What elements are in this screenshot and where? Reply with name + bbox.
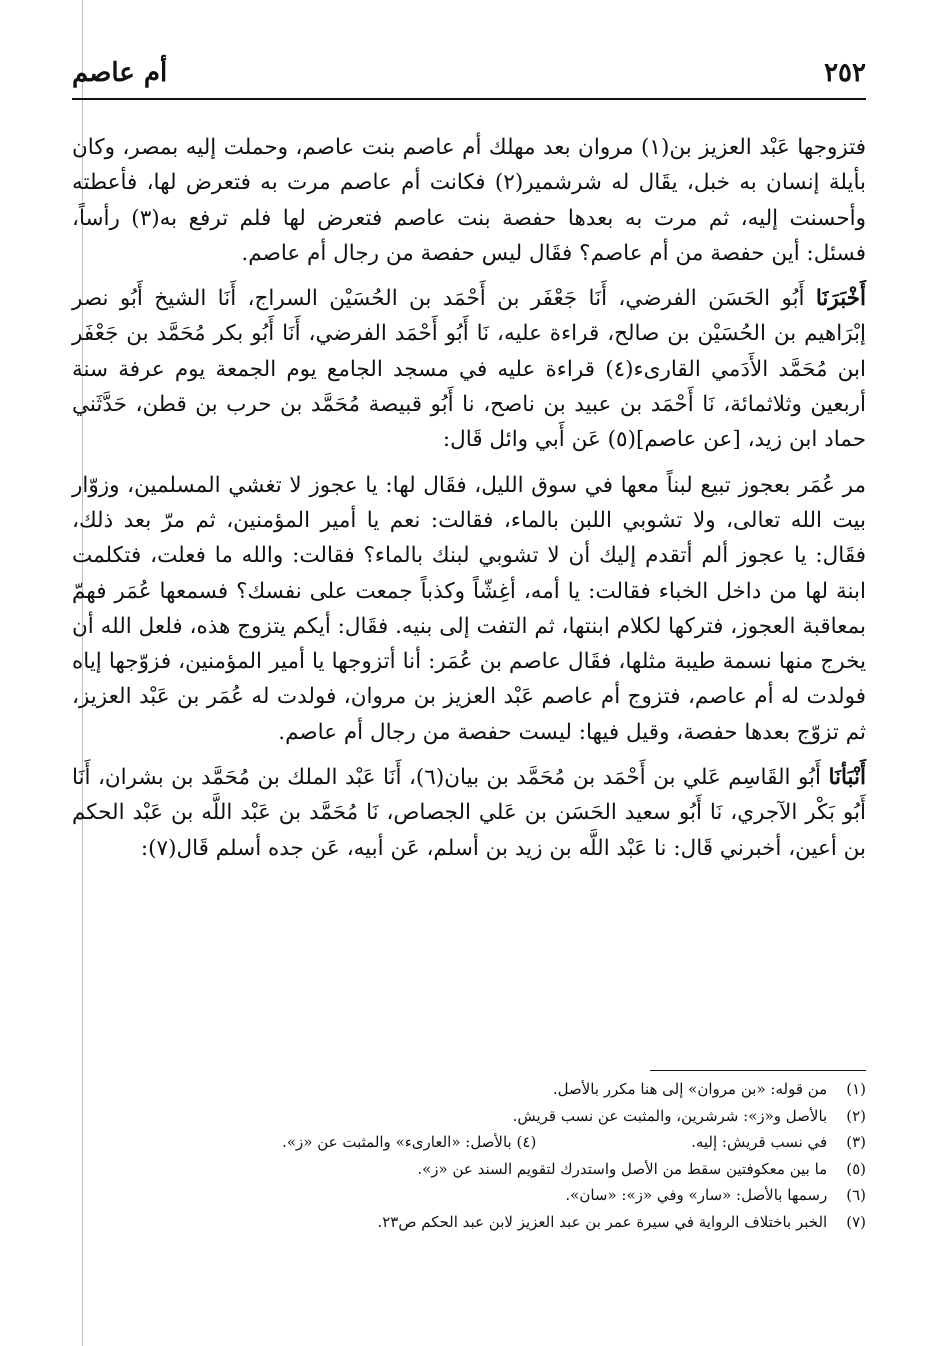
paragraph-4-lead: أَنْبَأنَا bbox=[828, 765, 866, 791]
footnote-4-text: بالأصل: «العارىء» والمثبت عن «ز». bbox=[282, 1133, 512, 1151]
running-title: أم عاصم bbox=[72, 58, 168, 88]
footnote-3-number: (٣) bbox=[846, 1133, 866, 1151]
footnote-3-text: في نسب قريش: إليه. bbox=[691, 1133, 828, 1151]
footnote-1 bbox=[72, 1076, 866, 1103]
footnote-2-number: (٢) bbox=[846, 1106, 866, 1125]
footnote-7-number: (٧) bbox=[846, 1212, 866, 1231]
footnote-4 bbox=[282, 1133, 536, 1151]
page-number: ٢٥٢ bbox=[824, 58, 866, 88]
footnote-6-text: رسمها بالأصل: «سار» وفي «ز»: «سان». bbox=[565, 1186, 828, 1204]
footnote-1-number: (١) bbox=[846, 1080, 866, 1098]
header-rule bbox=[72, 98, 866, 100]
footnote-6 bbox=[72, 1182, 866, 1209]
paragraph-2-lead: أَخْبَرَنَا bbox=[815, 286, 866, 312]
footnote-2 bbox=[72, 1103, 866, 1130]
paragraph-3 bbox=[72, 468, 866, 750]
footnotes-rule bbox=[650, 1070, 866, 1071]
footnote-2-text: بالأصل و«ز»: شرشرين، والمثبت عن نسب قريش. bbox=[512, 1106, 828, 1125]
footnote-7 bbox=[72, 1209, 866, 1236]
paragraph-2-text: أَبُو الحَسَن الفرضي، أَنَا جَعْفَر بن أَحْمَد بن الحُسَيْن السراج، أَنَا الشيخ أَبُو نصر إبْرَاهيم بن الحُسَيْن بن صالح، قراءة عليه، نَا أَبُو أَحْمَد الفرضي، أَنَا أَبُو بكر مُحَمَّد بن جَعْفَر ابن مُحَمَّد الأَدَمي القارىء(٤) قراءة عليه في مسجد الجامع يوم الجمعة يوم عرفة سنة أربعين وثلاثمائة، نَا أَحْمَد بن عبيد بن ناصح، نا أَبُو قبيصة مُحَمَّد بن حرب بن قطن، حَدَّثَني حماد ابن زيد، [عن عاصم](٥) عَن أَبي وائل قَال: bbox=[72, 286, 866, 453]
paragraph-1 bbox=[72, 130, 866, 271]
paragraph-1-text: فتزوجها عَبْد العزيز بن(١) مروان بعد مهلك أم عاصم بنت عاصم، وحملت إليه بمصر، وكان بأيلة إنسان به خبل، يقَال له شرشمير(٢) فكانت أم عاصم مرت به فتعرض لها، فأعطته وأحسنت إليه، ثم مرت به بعدها حفصة بنت عاصم فتعرض لها فلم ترفع به(٣) رأساً، فسئل: أين حفصة من أم عاصم؟ فقَال ليس حفصة من رجال أم عاصم. bbox=[72, 135, 867, 266]
paragraph-2 bbox=[72, 281, 866, 457]
footnote-6-number: (٦) bbox=[846, 1186, 866, 1204]
footnote-3-4-row bbox=[72, 1129, 866, 1156]
main-text bbox=[72, 130, 866, 866]
footnote-7-text: الخبر باختلاف الرواية في سيرة عمر بن عبد العزيز لابن عبد الحكم ص٢٣. bbox=[377, 1212, 828, 1231]
footnote-4-number: (٤) bbox=[516, 1133, 537, 1151]
footnote-5-number: (٥) bbox=[846, 1159, 866, 1178]
footnote-5 bbox=[72, 1156, 866, 1183]
footnote-5-text: ما بين معكوفتين سقط من الأصل واستدرك لتقويم السند عن «ز». bbox=[417, 1159, 828, 1178]
footnotes bbox=[72, 1076, 866, 1235]
paragraph-4 bbox=[72, 760, 866, 866]
paragraph-4-text: أَبُو القَاسِم عَلي بن أَحْمَد بن مُحَمَّد بن بيان(٦)، أَنَا عَبْد الملك بن مُحَمَّد بن بشران، أَنَا أَبُو بَكْر الآجري، نَا أَبُو سعيد الحَسَن بن عَلي الجصاص، نَا مُحَمَّد بن عَبْد اللَّه بن عَبْد الحكم بن أعين، أخبرني قَال: نا عَبْد اللَّه بن زيد بن أسلم، عَن أبيه، عَن جده أسلم قَال(٧): bbox=[72, 765, 866, 861]
page-header bbox=[72, 52, 866, 98]
footnote-1-text: من قوله: «بن مروان» إلى هنا مكرر بالأصل. bbox=[552, 1080, 828, 1098]
paragraph-3-text: مر عُمَر بعجوز تبيع لبناً معها في سوق الليل، فقَال لها: يا عجوز لا تغشي المسلمين، وزوّار بيت الله تعالى، ولا تشوبي اللبن بالماء، فقالت: نعم يا أمير المؤمنين، ثم مرّ بعد ذلك، فقَال: يا عجوز ألم أتقدم إليك أن لا تشوبي لبنك بالماء؟ فقالت: والله ما فعلت، فتكلمت ابنة لها من داخل الخباء فقالت: يا أمه، أغِشّاً وكذباً جمعت على نفسك؟ فسمعها عُمَر فهمّ بمعاقبة العجوز، فتركها لكلام ابنتها، ثم التفت إلى بنيه. فقَال: أيكم يتزوج هذه، فلعل الله أن يخرج منها نسمة طيبة مثلها، فقَال عاصم بن عُمَر: أنا أتزوجها يا أمير المؤمنين، فزوّجها إياه فولدت له أم عاصم، فتزوج أم عاصم عَبْد العزيز بن مروان، فولدت له عُمَر بن عَبْد العزيز، ثم تزوّج بعدها حفصة، وقيل فيها: ليست حفصة من رجال أم عاصم. bbox=[72, 472, 866, 745]
